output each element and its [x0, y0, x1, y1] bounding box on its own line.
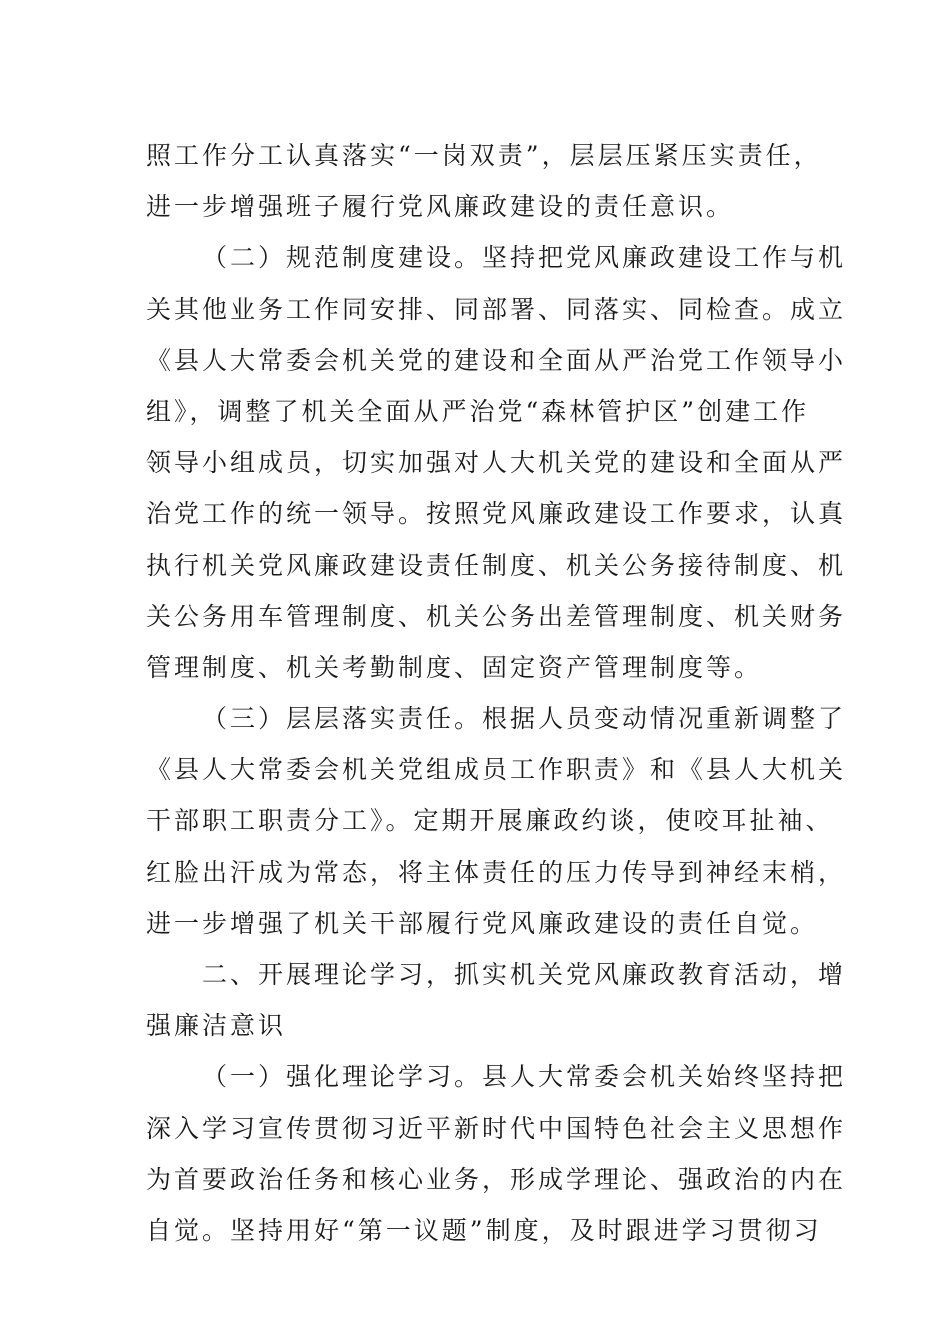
text-line: 进一步增强了机关干部履行党风廉政建设的责任自觉。 [146, 908, 819, 938]
text-line: 《县人大常委会机关党组成员工作职责》和《县人大机关 [146, 755, 847, 785]
text-line: 深入学习宣传贯彻习近平新时代中国特色社会主义思想作 [146, 1113, 847, 1143]
text-line: 干部职工职责分工》。定期开展廉政约谈，使咬耳扯袖、 [146, 806, 834, 836]
text-line: （二）规范制度建设。坚持把党风廉政建设工作与机 [202, 243, 847, 273]
document-body [146, 130, 847, 1256]
text-line: 二、开展理论学习，抓实机关党风廉政教育活动，增 [202, 960, 847, 989]
text-line: 照工作分工认真落实“一岗双责”，层层压紧压实责任， [146, 141, 822, 170]
text-line: 领导小组成员，切实加强对人大机关党的建设和全面从严 [146, 448, 847, 478]
text-line: 关其他业务工作同安排、同部署、同落实、同检查。成立 [146, 294, 847, 324]
text-line: 关公务用车管理制度、机关公务出差管理制度、机关财务 [146, 601, 847, 631]
text-line: 《县人大常委会机关党的建设和全面从严治党工作领导小 [146, 345, 847, 375]
text-line: （三）层层落实责任。根据人员变动情况重新调整了 [202, 704, 847, 734]
text-line: 管理制度、机关考勤制度、固定资产管理制度等。 [146, 652, 763, 682]
text-line: 强廉洁意识 [146, 1011, 287, 1041]
text-line: 组》，调整了机关全面从严治党“森林管护区”创建工作 [146, 396, 810, 426]
text-line: 执行机关党风廉政建设责任制度、机关公务接待制度、机 [146, 550, 847, 580]
text-line: 为首要政治任务和核心业务，形成学理论、强政治的内在 [146, 1164, 847, 1194]
text-line: 红脸出汗成为常态，将主体责任的压力传导到神经末梢， [146, 857, 847, 887]
text-line: （一）强化理论学习。县人大常委会机关始终坚持把 [202, 1062, 847, 1092]
text-line: 治党工作的统一领导。按照党风廉政建设工作要求，认真 [146, 499, 847, 529]
text-line: 进一步增强班子履行党风廉政建设的责任意识。 [146, 192, 735, 222]
text-line: 自觉。坚持用好“第一议题”制度，及时跟进学习贯彻习 [146, 1215, 822, 1245]
